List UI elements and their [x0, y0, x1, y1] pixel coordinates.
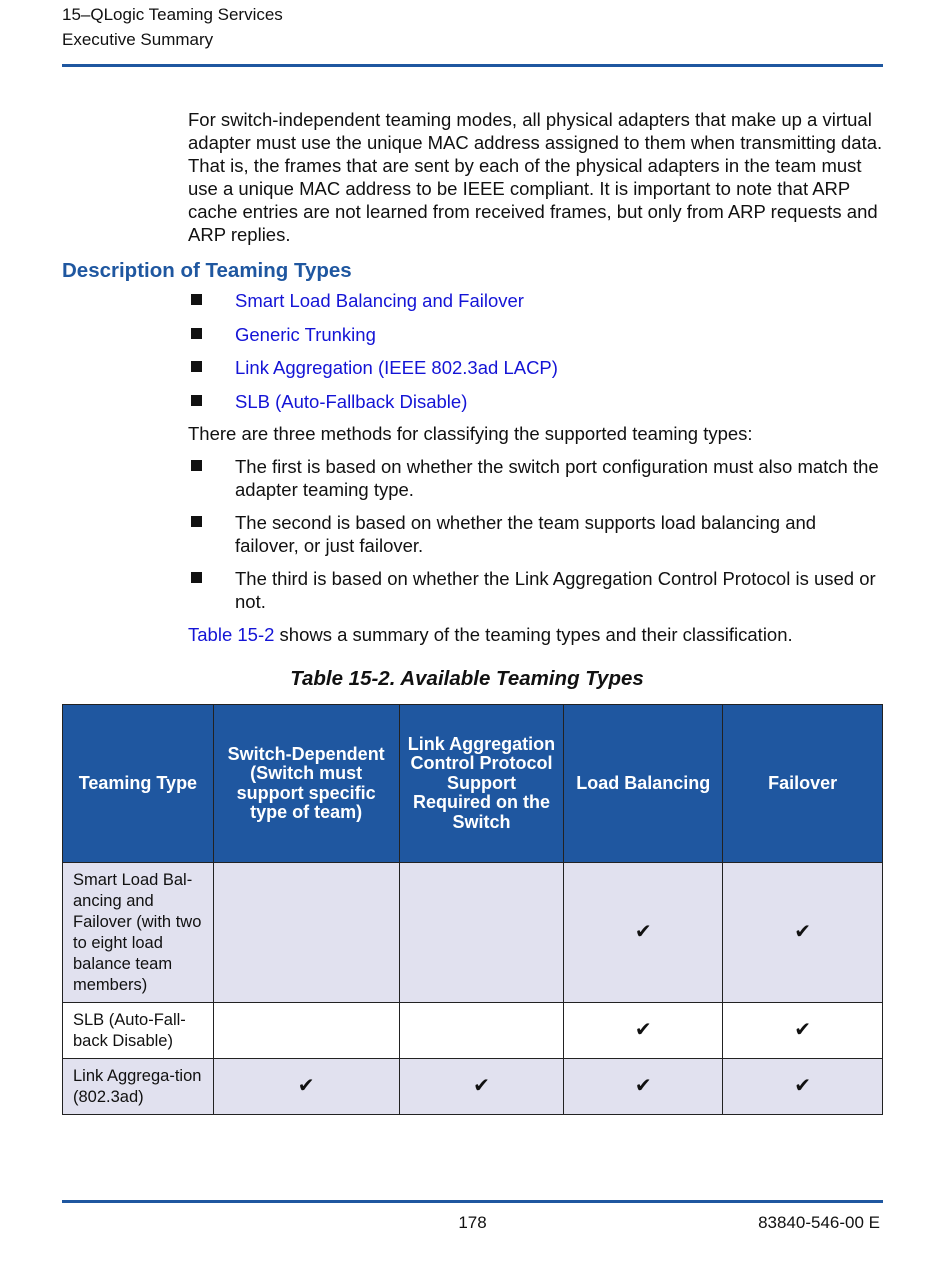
failover-cell [723, 1003, 883, 1059]
teaming-type-cell: SLB (Auto-Fall-back Disable) [63, 1003, 214, 1059]
column-header-load-balancing: Load Balancing [564, 705, 723, 863]
load-balancing-cell [564, 1059, 723, 1115]
check-mark-icon: ✔ [634, 1019, 652, 1041]
teaming-type-cell: Smart Load Bal-ancing and Failover (with two to eight load balance team members) [63, 863, 214, 1003]
failover-cell [723, 863, 883, 1003]
bullet-square-icon [191, 516, 202, 527]
list-item [188, 511, 883, 557]
column-header-teaming-type: Teaming Type [63, 705, 214, 863]
method-text: The third is based on whether the Link Aggregation Control Protocol is used or not. [235, 568, 876, 612]
methods-intro: There are three methods for classifying the supported teaming types: [188, 423, 753, 444]
link-generic-trunking[interactable]: Generic Trunking [235, 323, 376, 345]
load-balancing-cell [564, 863, 723, 1003]
section-heading: Description of Teaming Types [62, 259, 352, 282]
teaming-types-table [62, 704, 883, 1115]
switch-dependent-cell [213, 1003, 399, 1059]
bullet-square-icon [191, 460, 202, 471]
page-number: 178 [458, 1213, 487, 1232]
summary-text: shows a summary of the teaming types and their classification. [274, 624, 793, 645]
check-mark-icon: ✔ [794, 1019, 811, 1041]
header-rule [62, 64, 883, 67]
table-summary-sentence [188, 623, 883, 646]
list-item [188, 356, 883, 379]
link-slb-auto-fallback[interactable]: SLB (Auto-Fallback Disable) [235, 390, 468, 412]
check-mark-icon: ✔ [473, 1075, 490, 1097]
footer-rule [62, 1200, 883, 1203]
check-mark-icon: ✔ [794, 1075, 811, 1097]
table-reference-link[interactable]: Table 15-2 [188, 624, 275, 645]
check-mark-icon: ✔ [794, 921, 811, 943]
column-header-failover: Failover [723, 705, 883, 863]
table-caption: Table 15-2. Available Teaming Types [290, 667, 644, 690]
teaming-type-cell: Link Aggrega-tion (802.3ad) [63, 1059, 214, 1115]
bullet-square-icon [191, 395, 202, 406]
failover-cell [723, 1059, 883, 1115]
bullet-square-icon [191, 361, 202, 372]
method-text: The first is based on whether the switch port configuration must also match the adapter teaming type. [235, 456, 879, 500]
column-header-lacp-support: Link Aggregation Control Protocol Support Required on the Switch [399, 705, 564, 863]
teaming-type-link-list [188, 289, 883, 423]
list-item [188, 455, 883, 501]
intro-paragraph: For switch-independent teaming modes, all physical adapters that make up a virtual adapter must use the unique MAC address assigned to them when transmitting data. That is, the frames that are sent by each of the physical adapters in the team must use a unique MAC address to be IEEE compliant. It is important to note that ARP cache entries are not learned from received frames, but only from ARP requests and ARP replies. [188, 109, 883, 245]
load-balancing-cell [564, 1003, 723, 1059]
column-header-switch-dependent: Switch-Dependent (Switch must support specific type of team) [213, 705, 399, 863]
bullet-square-icon [191, 294, 202, 305]
check-mark-icon: ✔ [634, 921, 652, 943]
list-item [188, 323, 883, 346]
check-mark-icon: ✔ [297, 1075, 315, 1097]
table-header-row [63, 705, 883, 863]
header-section: Executive Summary [62, 30, 214, 49]
list-item [188, 289, 883, 312]
switch-dependent-cell [213, 863, 399, 1003]
document-number: 83840-546-00 E [758, 1213, 880, 1232]
list-item [188, 390, 883, 413]
table-row [63, 863, 883, 1003]
switch-dependent-cell [213, 1059, 399, 1115]
bullet-square-icon [191, 328, 202, 339]
bullet-square-icon [191, 572, 202, 583]
methods-list [188, 455, 883, 623]
check-mark-icon: ✔ [634, 1075, 652, 1097]
table-row [63, 1003, 883, 1059]
link-smart-load-balancing[interactable]: Smart Load Balancing and Failover [235, 290, 524, 311]
link-link-aggregation[interactable]: Link Aggregation (IEEE 802.3ad LACP) [235, 357, 558, 378]
lacp-required-cell [399, 1003, 564, 1059]
header-chapter: 15–QLogic Teaming Services [62, 5, 283, 24]
lacp-required-cell [399, 1059, 564, 1115]
method-text: The second is based on whether the team supports load balancing and failover, or just failover. [235, 512, 817, 556]
lacp-required-cell [399, 863, 564, 1003]
list-item [188, 567, 883, 613]
table-row [63, 1059, 883, 1115]
